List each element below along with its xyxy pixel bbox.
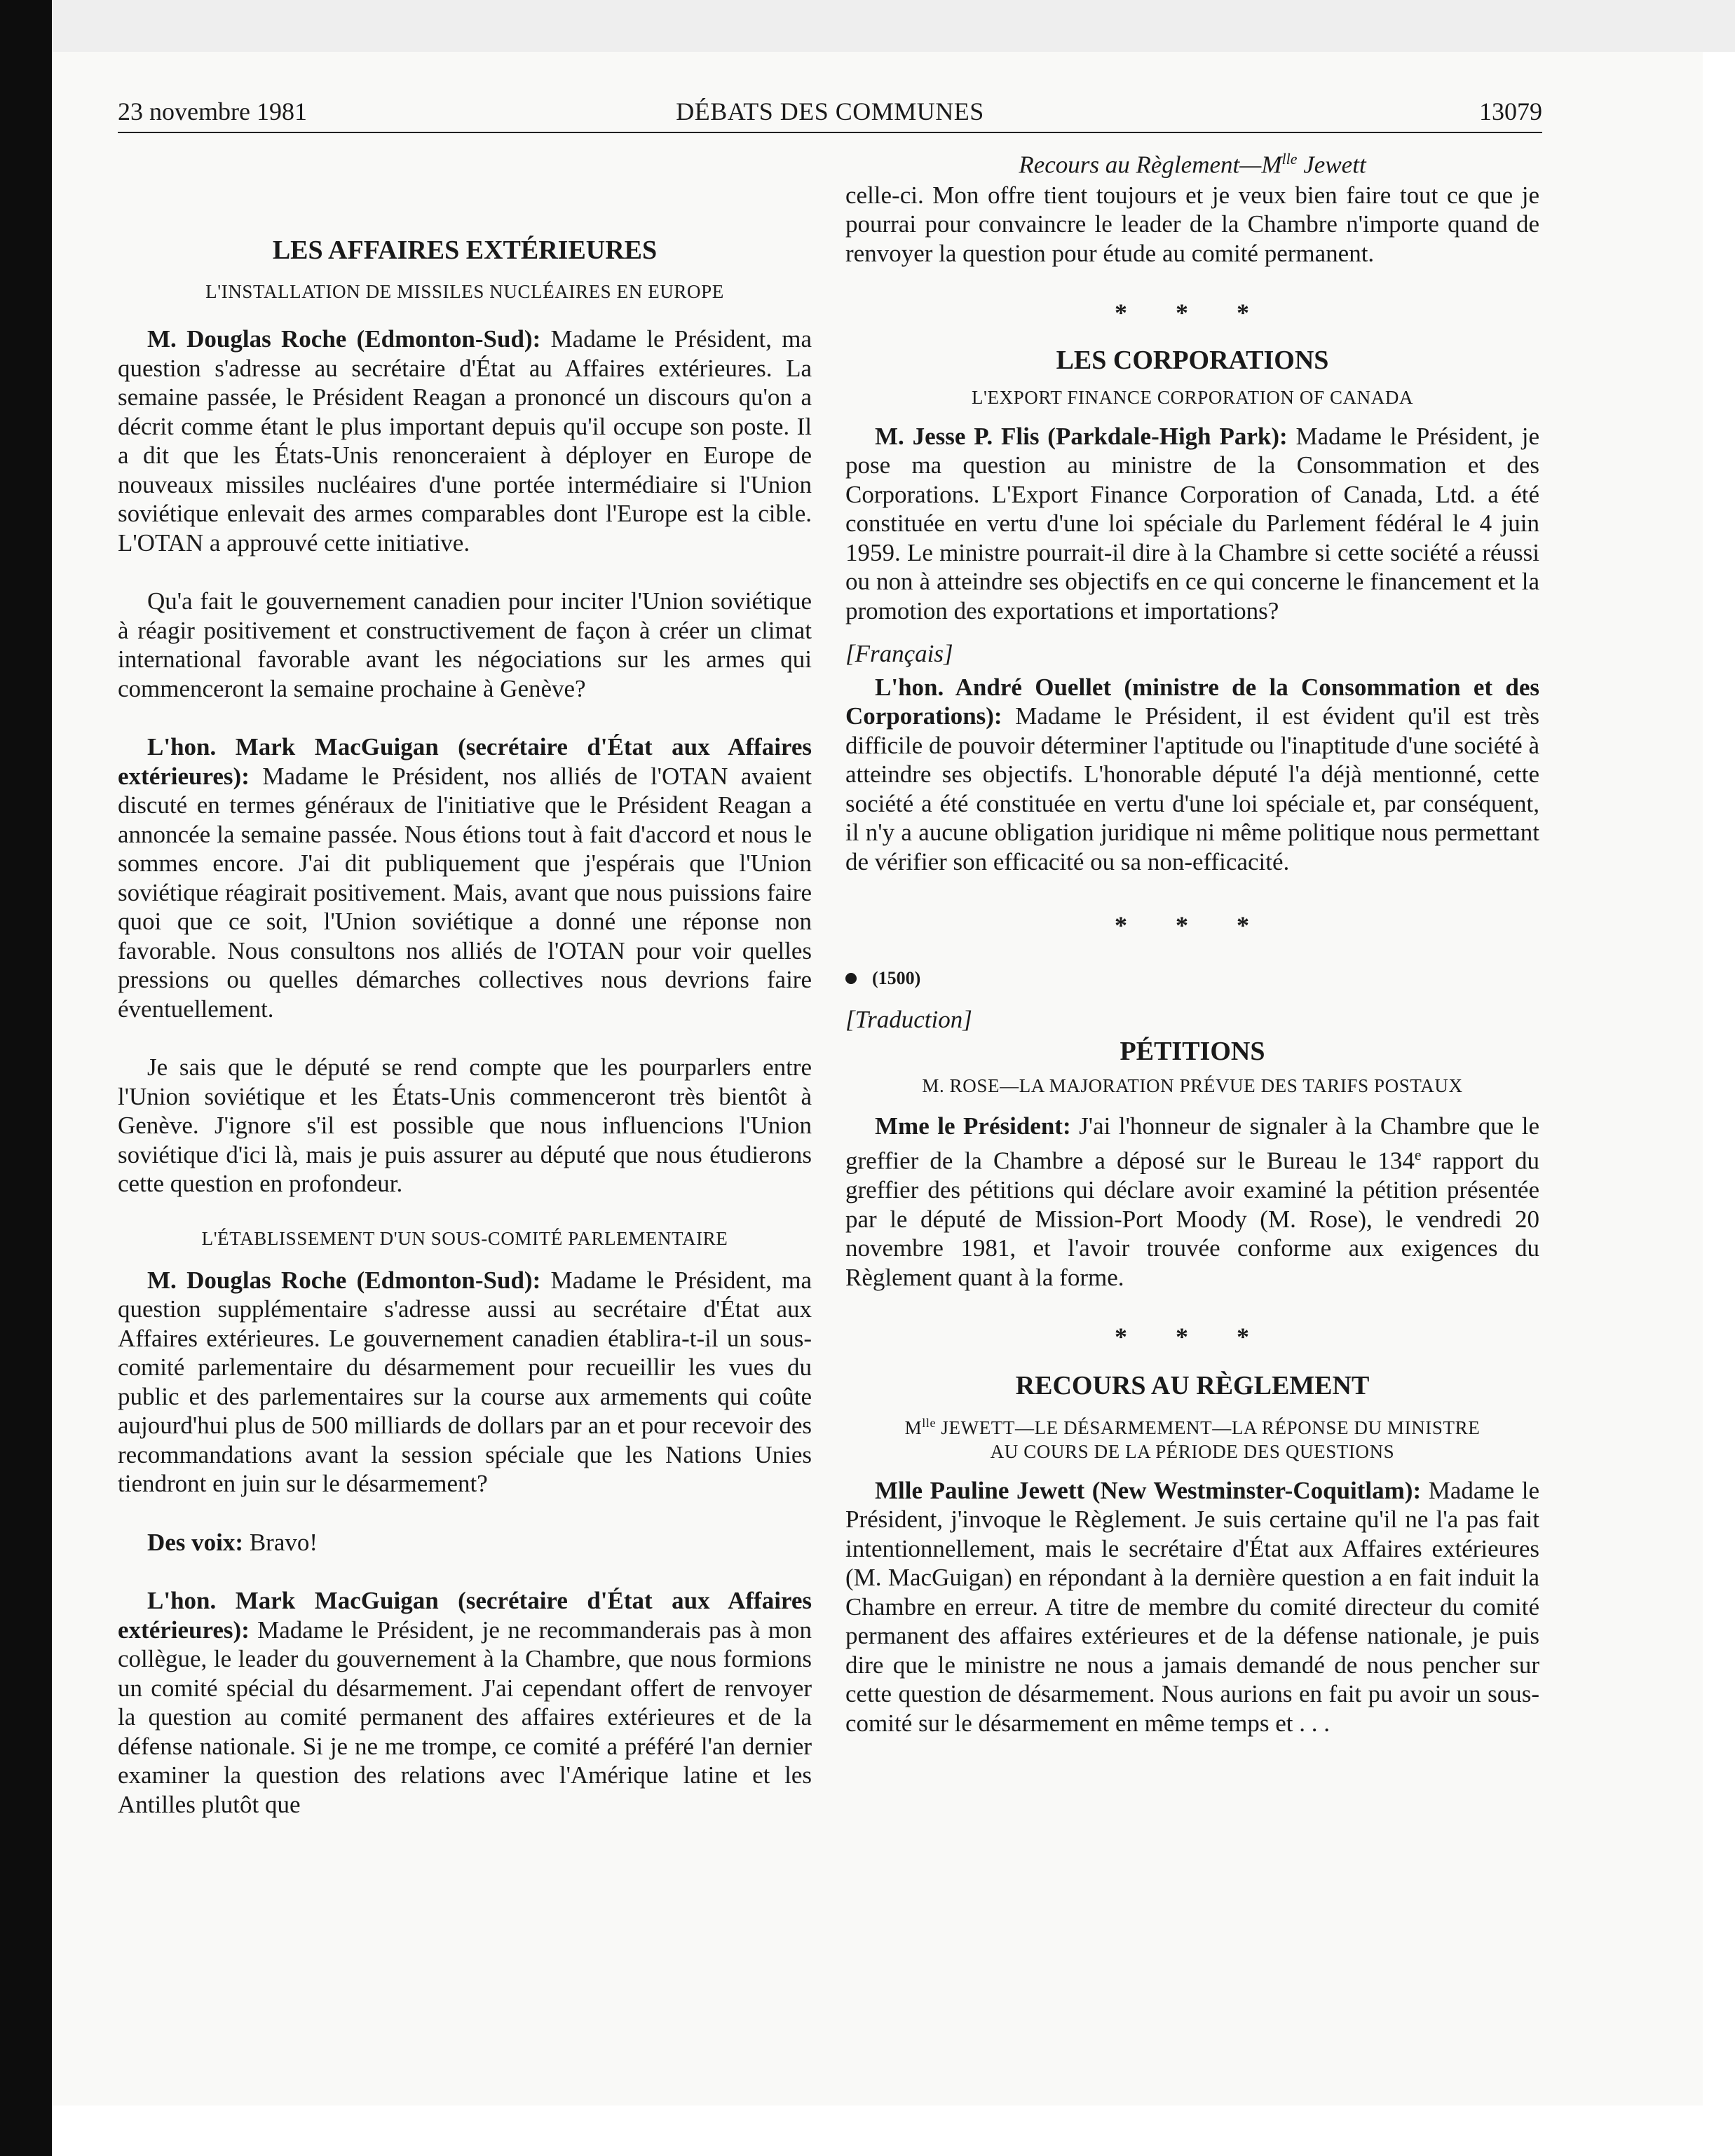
section-heading: LES CORPORATIONS xyxy=(1056,345,1329,375)
scan-border-left xyxy=(0,0,52,2156)
paragraph: Mme le Président: J'ai l'honneur de signaler à la Chambre que le greffier de la Chambre a déposé sur le Bureau le 134e rapport du greffier des pétitions qui déclare avoir examiné la pétition présentée par le député de Mission-Port Moody (M. Rose), le vendredi 20 novembre 1981, et l'avoir trouvée conforme aux exigences du Règlement quant à la forme. xyxy=(845,1112,1539,1291)
paragraph: Je sais que le député se rend compte que les pourparlers entre l'Union soviétique et les États-Unis commenceront très bientôt à Genève. J'ignore s'il est possible que nous influencions l'Union soviétique d'ici là, mais je puis assurer au député que nous étudierons cette question en profondeur. xyxy=(118,1053,812,1197)
section-heading: PÉTITIONS xyxy=(1120,1036,1265,1066)
scan-border-top xyxy=(52,0,1735,52)
section-separator: * * * xyxy=(1115,299,1270,327)
section-heading: RECOURS AU RÈGLEMENT xyxy=(1015,1370,1370,1400)
section-heading: LES AFFAIRES EXTÉRIEURES xyxy=(272,236,658,265)
paragraph: Mlle Pauline Jewett (New Westminster-Coquitlam): Madame le Président, j'invoque le Règlement. Je suis certaine qu'il ne l'a pas fait intentionnellement, mais le secrétaire d'État aux Affaires extérieures (M. MacGuigan) en répondant à la dernière question a en fait induit la Chambre en erreur. A titre de membre du comité directeur du comité permanent des affaires extérieures et de la défense nationale, je puis dire que le ministre ne nous a jamais demandé de nous pencher sur cette question de désarmement. Nous aurions en fait pu avoir un sous-comité sur le désarmement en même temps et . . . xyxy=(845,1476,1539,1737)
section-separator: * * * xyxy=(1115,911,1270,940)
speaker-name: L'hon. Mark MacGuigan (secrétaire d'État aux Affaires extérieures): xyxy=(118,733,812,790)
subsection-heading: $M^{lle}$ JEWETT—LE DÉSARMEMENT—LA RÉPONSE DU MINISTRE AU COURS DE LA PÉRIODE DES QUESTIONS xyxy=(904,1415,1481,1462)
speaker-name: L'hon. André Ouellet (ministre de la Consommation et des Corporations): xyxy=(845,673,1539,730)
timestamp: (1500) xyxy=(872,967,921,988)
subsection-heading: M. ROSE—LA MAJORATION PRÉVUE DES TARIFS POSTAUX xyxy=(922,1074,1463,1096)
speaker-name: M. Douglas Roche (Edmonton-Sud): xyxy=(147,1266,541,1294)
speaker-name: Des voix: xyxy=(147,1528,244,1556)
section-separator: * * * xyxy=(1115,1323,1270,1351)
speaker-name: Mlle Pauline Jewett (New Westminster-Coquitlam): xyxy=(875,1476,1422,1504)
bullet-icon xyxy=(845,973,857,984)
left-column xyxy=(118,144,812,1819)
paragraph: Qu'a fait le gouvernement canadien pour inciter l'Union soviétique à réagir positivement et constructivement de façon à créer un climat international favorable avant les négociations sur les armes qui commenceront la semaine prochaine à Genève? xyxy=(118,587,812,702)
subsection-heading: L'ÉTABLISSEMENT D'UN SOUS-COMITÉ PARLEMENTAIRE xyxy=(201,1227,728,1249)
timestamp-line xyxy=(845,962,1539,993)
speaker-name: M. Jesse P. Flis (Parkdale-High Park): xyxy=(875,422,1288,450)
paragraph: M. Douglas Roche (Edmonton-Sud): Madame le Président, ma question supplémentaire s'adresse aussi au secrétaire d'État aux Affaires extérieures. Le gouvernement canadien établira-t-il un sous-comité parlementaire du désarmement pour recueillir les vues du public et des parlementaires sur la course aux armements qui coûte aujourd'hui plus de 500 milliards de dollars par an et pour recevoir des recommandations avant la session spéciale que les Nations Unies tiendront en juin sur le désarmement? xyxy=(118,1266,812,1497)
header-title: DÉBATS DES COMMUNES xyxy=(676,97,984,125)
speaker-name: Mme le Président: xyxy=(875,1112,1071,1140)
paragraph: celle-ci. Mon offre tient toujours et je veux bien faire tout ce que je pourrai pour convaincre le leader de la Chambre n'importe quand de renvoyer la question pour étude au comité permanent. xyxy=(845,181,1539,267)
speaker-name: M. Douglas Roche (Edmonton-Sud): xyxy=(147,325,541,353)
speaker-name: L'hon. Mark MacGuigan (secrétaire d'État aux Affaires extérieures): xyxy=(118,1587,812,1644)
subsection-heading: L'INSTALLATION DE MISSILES NUCLÉAIRES EN EUROPE xyxy=(205,281,724,302)
paragraph: L'hon. Mark MacGuigan (secrétaire d'État aux Affaires extérieures): Madame le Président, nos alliés de l'OTAN avaient discuté en termes généraux de l'initiative que le Président Reagan a annoncée la semaine passée. Nous étions tout à fait d'accord et nous le sommes encore. J'ai dit publiquement que j'espérais que l'Union soviétique réagirait positivement. Mais, avant que nous puissions faire quoi que ce soit, l'Union soviétique a donné une réponse non favorable. Nous consultons nos alliés de l'OTAN pour voir quelles pressions ou quelles démarches collectives nous devrions faire éventuellement. xyxy=(118,733,812,1023)
paragraph: L'hon. André Ouellet (ministre de la Consommation et des Corporations): Madame le Président, il est évident qu'il est très difficile de pouvoir déterminer l'aptitude ou l'inaptitude d'une société à atteindre ses objectifs. L'honorable député l'a déjà mentionné, cette société a été constituée en vertu d'une loi spéciale et, par conséquent, il n'y a aucune obligation juridique ni même politique nous permettant de vérifier son efficacité ou sa non-efficacité. xyxy=(845,673,1539,875)
language-note: [Traduction] xyxy=(845,1006,972,1034)
running-header xyxy=(118,93,1542,133)
paragraph: M. Jesse P. Flis (Parkdale-High Park): Madame le Président, je pose ma question au ministre de la Consommation et des Corporations. L'Export Finance Corporation of Canada, Ltd. a été constituée en vertu d'une loi spéciale du Parlement fédéral le 4 juin 1959. Le ministre pourrait-il dire à la Chambre si cette société a réussi ou non à atteindre ses objectifs en ce qui concerne le financement et la promotion des exportations et importations? xyxy=(845,422,1539,625)
paragraph: Des voix: Bravo! xyxy=(147,1528,318,1556)
language-note: [Français] xyxy=(845,640,953,668)
paragraph: M. Douglas Roche (Edmonton-Sud): Madame le Président, ma question s'adresse au secrétaire d'État au Affaires extérieures. La semaine passée, le Président Reagan a prononcé un discours qu'on a décrit comme étant le plus important depuis qu'il occupe son poste. Il a dit que les États-Unis renonceraient à déployer en Europe de nouveaux missiles nucléaires d'une portée intermédiaire si l'Union soviétique enlevait des armes comparables dont l'Europe est la cible. L'OTAN a approuvé cette initiative. xyxy=(118,325,812,557)
right-column xyxy=(845,144,1539,1738)
paragraph: L'hon. Mark MacGuigan (secrétaire d'État aux Affaires extérieures): Madame le Président, je ne recommanderais pas à mon collègue, le leader du gouvernement à la Chambre, que nous formions un comité spécial du désarmement. J'ai cependant offert de renvoyer la question au comité permanent des affaires extérieures et de la défense nationale. Si je ne me trompe, ce comité a préféré l'an dernier examiner la question des relations avec l'Amérique latine et les Antilles plutôt que xyxy=(118,1587,812,1818)
subsection-heading: L'EXPORT FINANCE CORPORATION OF CANADA xyxy=(971,386,1414,408)
column-running-title: Recours au $Règlement—M^{lle}$ Jewett xyxy=(1019,150,1366,179)
header-page-number: 13079 xyxy=(1479,97,1542,125)
header-date: 23 novembre 1981 xyxy=(118,97,307,125)
